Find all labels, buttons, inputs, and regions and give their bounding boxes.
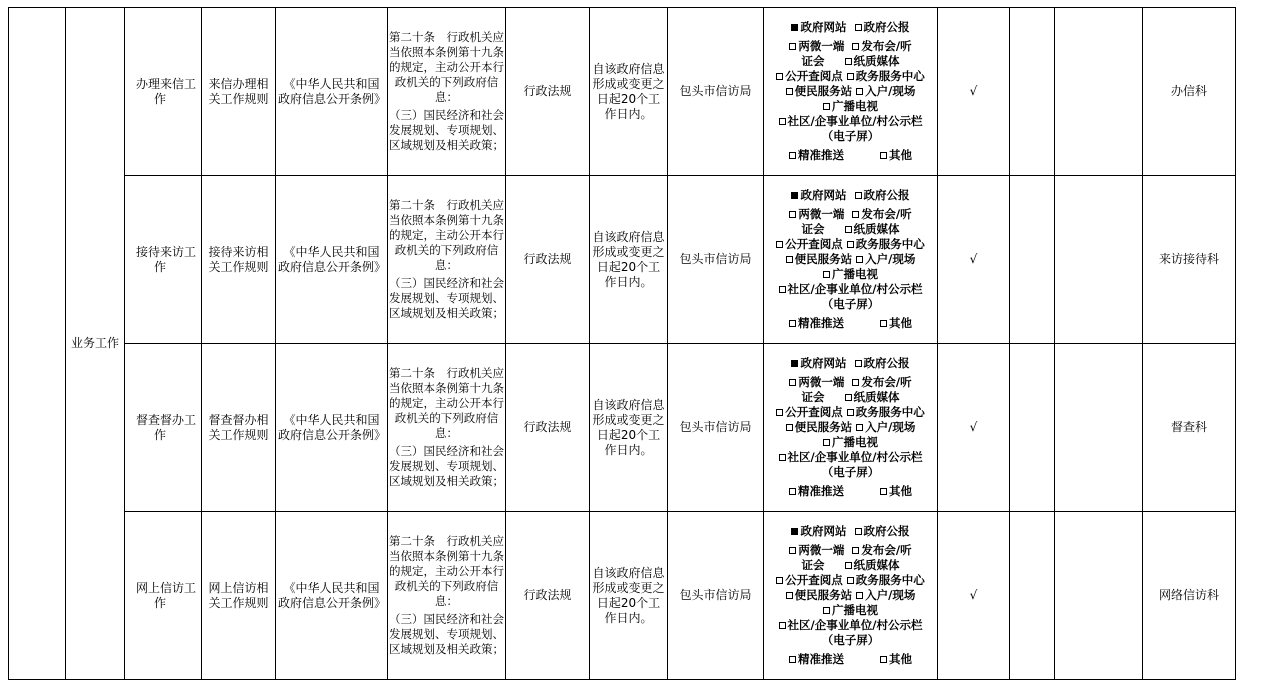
law-article-text: 第二十条 行政机关应当依照本条例第十九条的规定，主动公开本行政机关的下列政府信息：	[389, 534, 504, 608]
channel-broadcast: 广播电视	[832, 267, 878, 281]
channel-precise: 精准推送	[797, 484, 844, 498]
channels-line-1	[764, 356, 937, 371]
deadline-text: 自该政府信息形成或变更之日起20个工作日内。	[592, 397, 665, 457]
checkbox-icon	[845, 394, 852, 401]
blank-column-cell	[9, 8, 66, 680]
channel-community-a: 社区/企事业单位/村公示栏	[787, 450, 923, 464]
table-row	[9, 344, 1236, 512]
subject-cell	[668, 344, 764, 512]
basis-cell	[276, 344, 388, 512]
channel-precise: 精准推送	[797, 652, 844, 666]
checkbox-icon	[847, 409, 854, 416]
subject-cell	[668, 8, 764, 176]
checkbox-icon	[776, 409, 783, 416]
subject-text: 包头市信访局	[679, 588, 752, 602]
law-article-text: 第二十条 行政机关应当依照本条例第十九条的规定，主动公开本行政机关的下列政府信息：	[389, 198, 504, 272]
checkbox-icon	[880, 320, 887, 327]
dept-text: 督查科	[1170, 420, 1207, 434]
checkbox-icon	[856, 88, 863, 95]
channel-service-center: 政务服务中心	[855, 69, 925, 83]
content-text: 督查督办相关工作规则	[208, 412, 269, 442]
channel-household: 入户/现场	[865, 252, 916, 266]
checkbox-icon	[779, 454, 786, 461]
empty-cell-a	[1010, 8, 1055, 176]
channel-community-a: 社区/企事业单位/村公示栏	[787, 618, 923, 632]
check-mark-icon: √	[969, 588, 978, 602]
law-cell	[388, 8, 506, 176]
checkbox-icon	[855, 360, 862, 367]
channels-line-4	[764, 405, 937, 420]
item-cell	[125, 176, 202, 344]
deadline-text: 自该政府信息形成或变更之日起20个工作日内。	[592, 229, 665, 289]
deadline-text: 自该政府信息形成或变更之日起20个工作日内。	[592, 565, 665, 625]
law-item-text: （三）国民经济和社会发展规划、专项规划、区域规划及相关政策；	[389, 612, 504, 656]
content-cell	[202, 8, 276, 176]
channel-community-b: （电子屏）	[821, 633, 880, 647]
checkbox-icon	[791, 360, 798, 367]
checkbox-icon	[823, 439, 830, 446]
channel-press-b: 证会	[801, 390, 825, 404]
channels-cell	[764, 176, 938, 344]
channels-line-8	[764, 465, 937, 480]
checkbox-icon	[880, 656, 887, 663]
law-cell	[388, 512, 506, 680]
category-text: 行政法规	[523, 420, 572, 434]
channel-reading-point: 公开查阅点	[785, 573, 843, 587]
channel-press-b: 证会	[801, 222, 825, 236]
channel-wei-duan: 两微一端	[798, 207, 845, 221]
channel-service-center: 政务服务中心	[855, 573, 925, 587]
channels-line-8	[764, 129, 937, 144]
dept-text: 来访接待科	[1158, 252, 1219, 266]
law-item-text: （三）国民经济和社会发展规划、专项规划、区域规划及相关政策；	[389, 276, 504, 320]
content-cell	[202, 344, 276, 512]
channel-precise: 精准推送	[797, 148, 844, 162]
channel-gov-site: 政府网站	[800, 356, 847, 370]
channel-gov-site: 政府网站	[800, 524, 847, 538]
content-text: 接待来访相关工作规则	[208, 244, 269, 274]
scope-cell	[938, 344, 1010, 512]
channels-line-3	[764, 390, 937, 405]
channel-broadcast: 广播电视	[832, 99, 878, 113]
table-row	[9, 512, 1236, 680]
checkbox-icon	[852, 379, 859, 386]
channel-community-a: 社区/企事业单位/村公示栏	[787, 282, 923, 296]
scope-cell	[938, 176, 1010, 344]
disclosure-table	[8, 7, 1236, 680]
channels-cell	[764, 8, 938, 176]
channels-line-9	[764, 316, 937, 331]
empty-cell-b	[1055, 512, 1143, 680]
channel-wei-duan: 两微一端	[798, 543, 845, 557]
checkbox-icon	[852, 547, 859, 554]
channel-convenience: 便民服务站	[794, 84, 853, 98]
channels-line-9	[764, 652, 937, 667]
checkbox-icon	[791, 528, 798, 535]
channels-line-5	[764, 588, 937, 603]
checkbox-icon	[786, 88, 793, 95]
empty-cell-a	[1010, 176, 1055, 344]
channels-line-7	[764, 114, 937, 129]
channels-line-4	[764, 237, 937, 252]
checkbox-icon	[776, 577, 783, 584]
checkbox-icon	[823, 607, 830, 614]
channels-line-1	[764, 188, 937, 203]
content-text: 来信办理相关工作规则	[208, 76, 269, 106]
channel-paper: 纸质媒体	[853, 390, 900, 404]
channel-gov-site: 政府网站	[800, 188, 847, 202]
dept-text: 办信科	[1170, 84, 1207, 98]
checkbox-icon	[823, 103, 830, 110]
channel-broadcast: 广播电视	[832, 435, 878, 449]
channels-line-2	[764, 39, 937, 54]
empty-cell-b	[1055, 344, 1143, 512]
channel-household: 入户/现场	[865, 588, 916, 602]
checkbox-icon	[847, 577, 854, 584]
channel-press-a: 发布会/听	[861, 207, 912, 221]
checkbox-icon	[779, 118, 786, 125]
checkbox-icon	[779, 286, 786, 293]
checkbox-icon	[789, 320, 796, 327]
dept-text: 网络信访科	[1158, 588, 1219, 602]
channels-line-1	[764, 20, 937, 35]
checkbox-icon	[847, 73, 854, 80]
category-text: 行政法规	[523, 84, 572, 98]
basis-text: 《中华人民共和国政府信息公开条例》	[278, 76, 387, 106]
item-cell	[125, 512, 202, 680]
channels-line-6	[764, 435, 937, 450]
item-cell	[125, 344, 202, 512]
checkbox-icon	[855, 528, 862, 535]
checkbox-icon	[880, 488, 887, 495]
content-cell	[202, 512, 276, 680]
basis-cell	[276, 176, 388, 344]
channel-reading-point: 公开查阅点	[785, 69, 843, 83]
channel-reading-point: 公开查阅点	[785, 405, 843, 419]
category-cell	[506, 344, 590, 512]
channels-line-2	[764, 375, 937, 390]
channels-line-5	[764, 420, 937, 435]
channel-gov-gazette: 政府公报	[863, 20, 910, 34]
checkbox-icon	[789, 488, 796, 495]
channel-household: 入户/现场	[865, 84, 916, 98]
item-text: 网上信访工作	[135, 580, 196, 610]
checkbox-icon	[852, 211, 859, 218]
checkbox-icon	[880, 152, 887, 159]
channel-other: 其他	[889, 148, 913, 162]
category-cell	[506, 512, 590, 680]
channels-line-6	[764, 603, 937, 618]
channels-cell	[764, 344, 938, 512]
channel-wei-duan: 两微一端	[798, 39, 845, 53]
channel-other: 其他	[889, 484, 913, 498]
channels-line-8	[764, 633, 937, 648]
channels-line-7	[764, 450, 937, 465]
category-group-label: 业务工作	[70, 336, 119, 350]
subject-text: 包头市信访局	[679, 252, 752, 266]
item-cell	[125, 8, 202, 176]
dept-cell	[1143, 176, 1236, 344]
deadline-cell	[590, 512, 668, 680]
table-body	[9, 8, 1236, 680]
checkbox-icon	[776, 73, 783, 80]
checkbox-icon	[786, 424, 793, 431]
checkbox-icon	[786, 256, 793, 263]
table-row	[9, 8, 1236, 176]
empty-cell-a	[1010, 344, 1055, 512]
channel-household: 入户/现场	[865, 420, 916, 434]
channels-line-6	[764, 99, 937, 114]
category-group-cell	[66, 8, 125, 680]
channels-cell	[764, 512, 938, 680]
subject-text: 包头市信访局	[679, 420, 752, 434]
basis-cell	[276, 8, 388, 176]
channels-line-2	[764, 207, 937, 222]
dept-cell	[1143, 512, 1236, 680]
law-article-text: 第二十条 行政机关应当依照本条例第十九条的规定，主动公开本行政机关的下列政府信息：	[389, 366, 504, 440]
table-row	[9, 176, 1236, 344]
law-item-text: （三）国民经济和社会发展规划、专项规划、区域规划及相关政策；	[389, 108, 504, 152]
category-cell	[506, 8, 590, 176]
checkbox-icon	[789, 547, 796, 554]
empty-cell-b	[1055, 176, 1143, 344]
channel-paper: 纸质媒体	[853, 54, 900, 68]
channel-convenience: 便民服务站	[794, 252, 853, 266]
channels-line-7	[764, 618, 937, 633]
channels-line-3	[764, 222, 937, 237]
channels-line-4	[764, 69, 937, 84]
checkbox-icon	[786, 592, 793, 599]
law-article-text: 第二十条 行政机关应当依照本条例第十九条的规定，主动公开本行政机关的下列政府信息：	[389, 30, 504, 104]
checkbox-icon	[847, 241, 854, 248]
scope-cell	[938, 8, 1010, 176]
checkbox-icon	[856, 424, 863, 431]
channel-press-b: 证会	[801, 54, 825, 68]
channel-press-a: 发布会/听	[861, 543, 912, 557]
channel-gov-gazette: 政府公报	[863, 524, 910, 538]
basis-text: 《中华人民共和国政府信息公开条例》	[278, 412, 387, 442]
content-text: 网上信访相关工作规则	[208, 580, 269, 610]
law-item-text: （三）国民经济和社会发展规划、专项规划、区域规划及相关政策；	[389, 444, 504, 488]
checkbox-icon	[856, 256, 863, 263]
empty-cell-b	[1055, 8, 1143, 176]
checkbox-icon	[855, 192, 862, 199]
checkbox-icon	[789, 379, 796, 386]
category-text: 行政法规	[523, 588, 572, 602]
channel-gov-site: 政府网站	[800, 20, 847, 34]
checkbox-icon	[856, 592, 863, 599]
deadline-text: 自该政府信息形成或变更之日起20个工作日内。	[592, 61, 665, 121]
dept-cell	[1143, 344, 1236, 512]
channels-line-2	[764, 543, 937, 558]
basis-text: 《中华人民共和国政府信息公开条例》	[278, 580, 387, 610]
check-mark-icon: √	[969, 420, 978, 434]
channels-line-3	[764, 54, 937, 69]
channels-line-4	[764, 573, 937, 588]
channel-reading-point: 公开查阅点	[785, 237, 843, 251]
deadline-cell	[590, 176, 668, 344]
basis-text: 《中华人民共和国政府信息公开条例》	[278, 244, 387, 274]
category-text: 行政法规	[523, 252, 572, 266]
checkbox-icon	[789, 152, 796, 159]
channel-wei-duan: 两微一端	[798, 375, 845, 389]
channel-paper: 纸质媒体	[853, 222, 900, 236]
subject-cell	[668, 176, 764, 344]
checkbox-icon	[845, 226, 852, 233]
channel-gov-gazette: 政府公报	[863, 188, 910, 202]
channel-precise: 精准推送	[797, 316, 844, 330]
deadline-cell	[590, 8, 668, 176]
checkbox-icon	[789, 656, 796, 663]
scope-cell	[938, 512, 1010, 680]
channels-line-7	[764, 282, 937, 297]
item-text: 办理来信工作	[135, 76, 196, 106]
item-text: 督查督办工作	[135, 412, 196, 442]
check-mark-icon: √	[969, 84, 978, 98]
channels-line-9	[764, 148, 937, 163]
channel-broadcast: 广播电视	[832, 603, 878, 617]
law-cell	[388, 176, 506, 344]
channel-press-b: 证会	[801, 558, 825, 572]
subject-cell	[668, 512, 764, 680]
channel-service-center: 政务服务中心	[855, 405, 925, 419]
channels-line-3	[764, 558, 937, 573]
channels-line-5	[764, 252, 937, 267]
channels-line-9	[764, 484, 937, 499]
checkbox-icon	[855, 24, 862, 31]
channel-community-a: 社区/企事业单位/村公示栏	[787, 114, 923, 128]
checkbox-icon	[791, 24, 798, 31]
channels-line-6	[764, 267, 937, 282]
item-text: 接待来访工作	[135, 244, 196, 274]
checkbox-icon	[845, 58, 852, 65]
category-cell	[506, 176, 590, 344]
channel-gov-gazette: 政府公报	[863, 356, 910, 370]
content-cell	[202, 176, 276, 344]
dept-cell	[1143, 8, 1236, 176]
channel-convenience: 便民服务站	[794, 420, 853, 434]
channel-press-a: 发布会/听	[861, 39, 912, 53]
channel-convenience: 便民服务站	[794, 588, 853, 602]
checkbox-icon	[823, 271, 830, 278]
basis-cell	[276, 512, 388, 680]
channels-line-1	[764, 524, 937, 539]
empty-cell-a	[1010, 512, 1055, 680]
checkbox-icon	[776, 241, 783, 248]
channel-press-a: 发布会/听	[861, 375, 912, 389]
check-mark-icon: √	[969, 252, 978, 266]
law-cell	[388, 344, 506, 512]
checkbox-icon	[791, 192, 798, 199]
channel-paper: 纸质媒体	[853, 558, 900, 572]
channel-community-b: （电子屏）	[821, 129, 880, 143]
channel-community-b: （电子屏）	[821, 465, 880, 479]
channels-line-5	[764, 84, 937, 99]
deadline-cell	[590, 344, 668, 512]
checkbox-icon	[845, 562, 852, 569]
channel-service-center: 政务服务中心	[855, 237, 925, 251]
channel-other: 其他	[889, 316, 913, 330]
checkbox-icon	[789, 211, 796, 218]
subject-text: 包头市信访局	[679, 84, 752, 98]
channel-other: 其他	[889, 652, 913, 666]
channels-line-8	[764, 297, 937, 312]
checkbox-icon	[789, 43, 796, 50]
checkbox-icon	[852, 43, 859, 50]
channel-community-b: （电子屏）	[821, 297, 880, 311]
checkbox-icon	[779, 622, 786, 629]
